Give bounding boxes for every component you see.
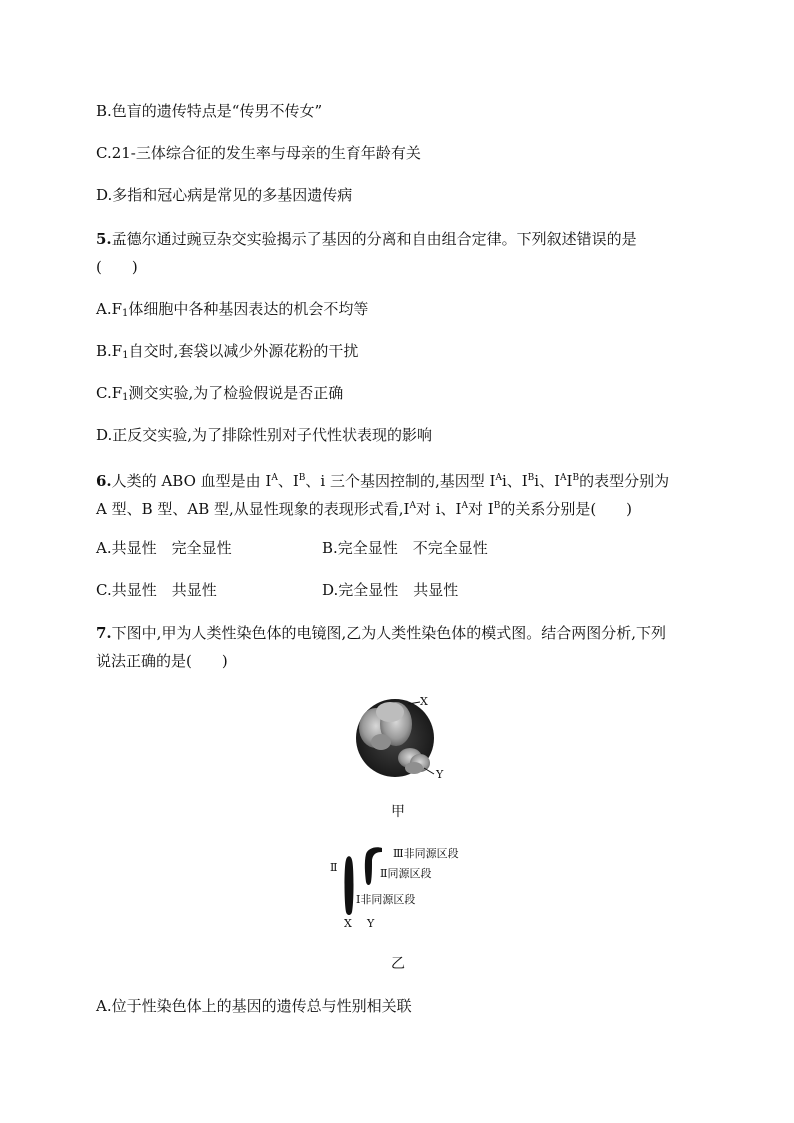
x-chromosome-shape — [359, 702, 412, 750]
q5-stem-text: 孟德尔通过豌豆杂交实验揭示了基因的分离和自由组合定律。下列叙述错误的是 — [111, 230, 637, 248]
q7-option-a: A.位于性染色体上的基因的遗传总与性别相关联 — [96, 997, 412, 1015]
q7-stem-line2: 说法正确的是( ) — [96, 652, 228, 670]
fig-yi-x-label: X — [344, 917, 352, 930]
q5-option-d: D.正反交实验,为了排除性别对子代性状表现的影响 — [96, 426, 433, 444]
q5-b-subscript: 1 — [122, 350, 129, 361]
q6-text-5: i、I — [534, 472, 561, 490]
q6-stem-line1 — [96, 468, 669, 491]
q6-sup-8: A — [461, 501, 468, 511]
fig-yi-region-iii-label: Ⅲ非同源区段 — [393, 847, 459, 860]
q6-stem-line2 — [96, 496, 632, 519]
q6-number: 6. — [96, 472, 112, 490]
figure-yi-schematic — [338, 842, 398, 922]
q5-number: 5. — [96, 230, 112, 248]
q6-text-1: 人类的 ABO 血型是由 I — [111, 472, 272, 490]
q6-text-3: 、i 三个基因控制的,基因型 I — [305, 472, 496, 490]
q5-b-prefix: B.F — [96, 342, 123, 360]
q5-b-text: 自交时,套袋以减少外源花粉的干扰 — [128, 342, 359, 360]
q5-c-subscript: 1 — [122, 392, 129, 403]
q7-number: 7. — [96, 624, 112, 642]
fig-yi-y-label: Y — [367, 917, 375, 930]
fig-yi-region-ii-label: Ⅱ同源区段 — [380, 867, 432, 880]
q6-text-8: A 型、B 型、AB 型,从显性现象的表现形式看,I — [96, 500, 410, 518]
q6-text-6: I — [566, 472, 573, 490]
q6-option-b: B.完全显性 不完全显性 — [322, 539, 488, 557]
q4-option-c: C.21-三体综合征的发生率与母亲的生育年龄有关 — [96, 144, 421, 162]
q5-a-subscript: 1 — [122, 308, 129, 319]
q6-sup-1: A — [271, 473, 278, 483]
q6-sup-9: B — [493, 501, 501, 511]
q6-sup-2: B — [298, 473, 306, 483]
x-chromosome-bar — [345, 856, 354, 915]
fig-jia-y-label: Y — [436, 768, 444, 781]
caption-jia: 甲 — [391, 804, 405, 820]
q6-option-c: C.共显性 共显性 — [96, 581, 217, 599]
q5-answer-paren: ( ) — [96, 258, 138, 276]
q5-stem — [96, 229, 637, 249]
q5-option-c — [96, 383, 343, 408]
q6-sup-4: B — [527, 473, 535, 483]
fig-yi-region-i-label: Ⅰ非同源区段 — [356, 893, 416, 906]
q7-stem-line1 — [96, 623, 666, 643]
q5-option-a — [96, 299, 368, 324]
q5-c-text: 测交实验,为了检验假说是否正确 — [128, 384, 344, 402]
q6-text-11: 的关系分别是( ) — [500, 500, 633, 518]
fig-jia-x-label: X — [420, 695, 428, 708]
q6-text-10: 对 I — [467, 500, 494, 518]
q6-sup-6: B — [572, 473, 580, 483]
fig-yi-region-ii-left-label: Ⅱ — [330, 861, 338, 874]
caption-yi: 乙 — [391, 956, 405, 972]
q7-stem-text: 下图中,甲为人类性染色体的电镜图,乙为人类性染色体的模式图。结合两图分析,下列 — [111, 624, 666, 642]
q6-text-7: 的表型分别为 — [579, 472, 670, 490]
q5-option-b — [96, 341, 358, 366]
q4-option-d: D.多指和冠心病是常见的多基因遗传病 — [96, 186, 353, 204]
q6-sup-5: A — [560, 473, 567, 483]
q6-text-4: i、I — [501, 472, 528, 490]
q6-option-a: A.共显性 完全显性 — [96, 539, 232, 557]
q6-text-2: 、I — [277, 472, 299, 490]
q6-sup-7: A — [409, 501, 416, 511]
q5-c-prefix: C.F — [96, 384, 123, 402]
q6-option-d: D.完全显性 共显性 — [322, 581, 459, 599]
q5-a-text: 体细胞中各种基因表达的机会不均等 — [128, 300, 369, 318]
q5-a-prefix: A.F — [96, 300, 123, 318]
q6-text-9: 对 i、I — [415, 500, 462, 518]
q6-sup-3: A — [495, 473, 502, 483]
q4-option-b: B.色盲的遗传特点是“传男不传女” — [96, 102, 323, 120]
